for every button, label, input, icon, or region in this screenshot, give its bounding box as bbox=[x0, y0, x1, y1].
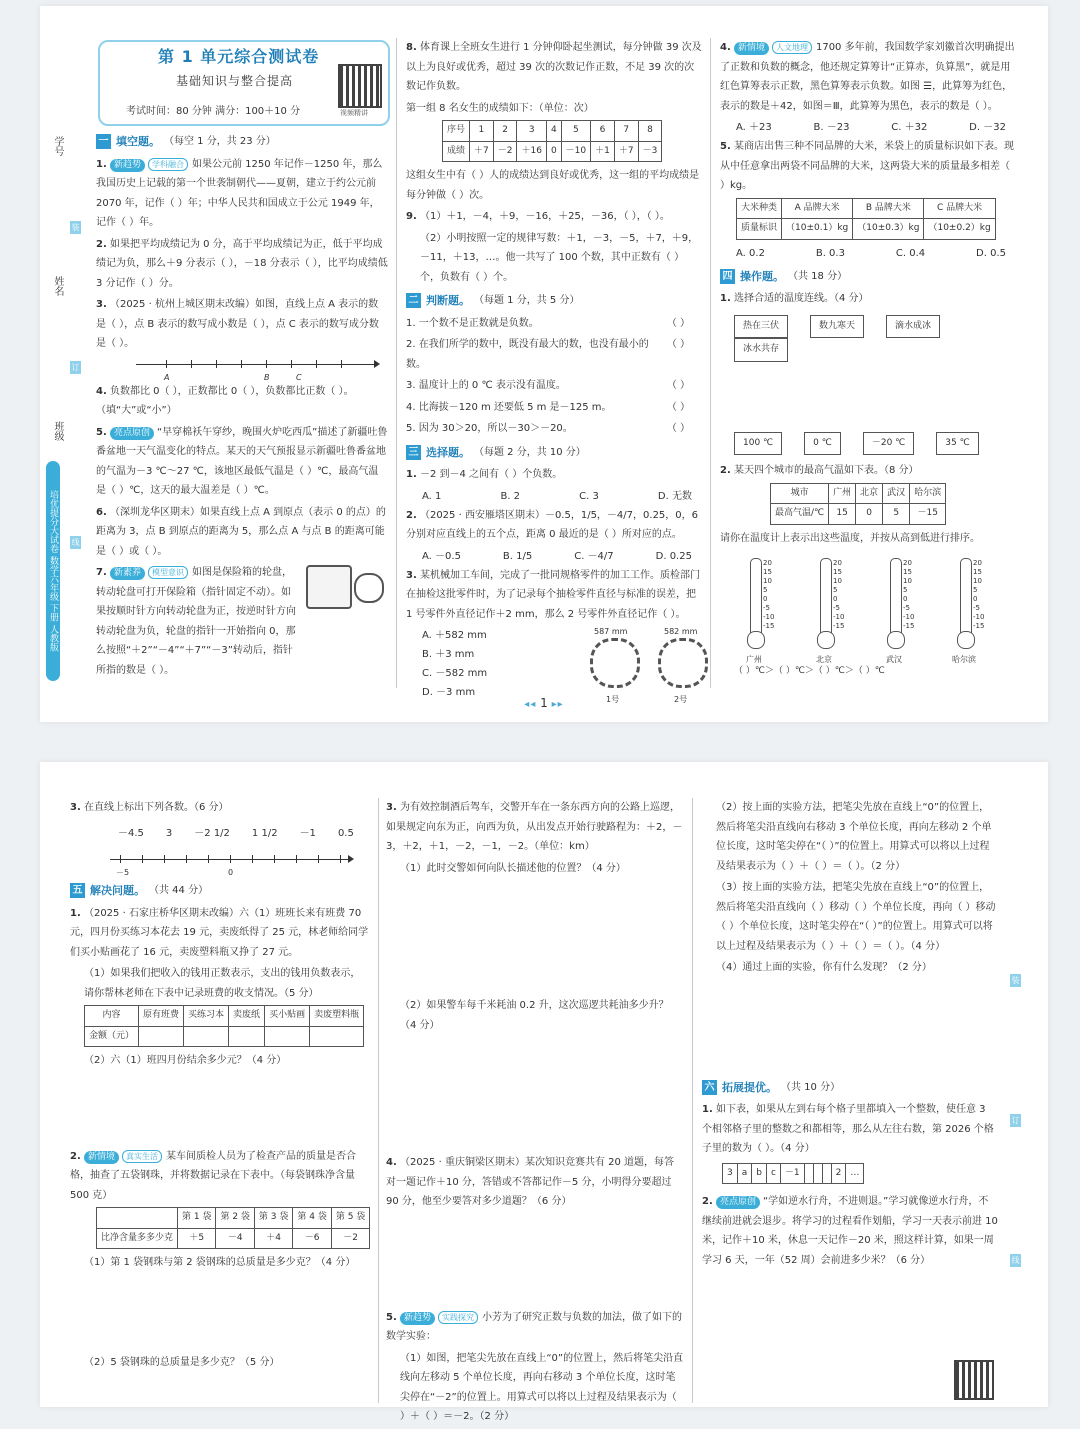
grid-cell: 3 bbox=[723, 1163, 738, 1184]
answer-paren[interactable]: （ ） bbox=[666, 380, 690, 391]
table-header-cell: 1 bbox=[470, 121, 494, 142]
question-text: 请你在温度计上表示出这些温度，并按从高到低进行排序。 bbox=[720, 532, 980, 544]
question-text: 某商店出售三种不同品牌的大米，米袋上的质量标识如下表。现从中任意拿出两袋不同品牌的大米，这两袋大米的质量最多相差（ ）kg。 bbox=[720, 141, 1014, 191]
column-2 bbox=[406, 38, 702, 706]
page-title: 第 1 单元综合测试卷 bbox=[158, 47, 320, 66]
column-divider bbox=[710, 38, 711, 688]
section-note: （共 18 分） bbox=[788, 270, 848, 282]
option: B. －23 bbox=[813, 122, 850, 133]
qr-label: 视频精讲 bbox=[340, 109, 368, 117]
option: A. ＋23 bbox=[736, 122, 772, 133]
question-tag: 亮点原创 bbox=[716, 1196, 760, 1209]
section-number: 四 bbox=[720, 269, 735, 284]
section-name: 拓展提优。 bbox=[722, 1080, 777, 1094]
section-note: （每题 1 分，共 5 分） bbox=[474, 295, 580, 306]
grid-cell bbox=[804, 1163, 813, 1184]
column-divider bbox=[396, 38, 397, 688]
section-number: 三 bbox=[406, 445, 421, 460]
grid-cell: 2 bbox=[831, 1163, 846, 1184]
table-cell bbox=[310, 1026, 364, 1047]
table-cell: ＋1 bbox=[591, 141, 615, 162]
gear-2-size: 582 mm bbox=[664, 627, 698, 636]
table-header-cell: 第 1 袋 bbox=[178, 1208, 216, 1229]
table-header-cell: 7 bbox=[614, 121, 638, 142]
option: B. ＋3 mm bbox=[422, 649, 475, 660]
thermometer-icon: 20 15 10 5 0 -5 -10 -15 bbox=[890, 558, 902, 640]
operation-2: 2. 某天四个城市的最高气温如下表。（8 分） bbox=[720, 465, 919, 476]
table-header-cell: 北京 bbox=[856, 483, 883, 504]
judge-text: 4. 比海拔－120 m 还要低 5 m 是－125 m。 bbox=[406, 401, 612, 413]
question-text: “学如逆水行舟，不进则退。”学习就像逆水行舟，不继续前进就会退步。将学习的过程看作划船，学习一天表示前进 10 米，记作＋10 米，休息一天记作－20 米，照这样计算，如果一周学习 6 天，一年（52 周）会前进多少米？（6 分） bbox=[702, 1196, 998, 1266]
table-header-cell: 第 3 袋 bbox=[254, 1208, 292, 1229]
question-text: 负数都比 0（ ），正数都比 0（ ），负数都比正数（ ）。（填“大”或“小”） bbox=[96, 385, 354, 416]
question-subtag: 真实生活 bbox=[122, 1150, 162, 1163]
p2-column-1 bbox=[70, 798, 370, 1374]
problem-4: 4. （2025 · 重庆铜梁区期末）某次知识竞赛共有 20 道题，每答对一题记作＋10 分，答错或不答都记作－5 分，小明得分要超过 90 分，他至少要答对多少道题？（6 分） bbox=[386, 1157, 675, 1207]
page-number bbox=[40, 696, 1048, 710]
question-1: 1. 新趋势 学科融合 如果公元前 1250 年记作－1250 年，那么我国历史上记载的第一个世袭制朝代——夏朝，建立于约公元前 2070 年，记作（ ）年；中华人民共和国成立于公元 1949 年，记作（ ）年。 bbox=[96, 158, 383, 228]
option: A. 1 bbox=[422, 490, 442, 502]
option: C. 3 bbox=[579, 490, 599, 502]
question-tag: 新趋势 bbox=[400, 1312, 435, 1325]
section-name: 解决问题。 bbox=[90, 884, 145, 897]
column-3 bbox=[720, 38, 1016, 684]
extension-1: 1. 如下表，如果从左到右每个格子里都填入一个整数，使任意 3 个相邻格子里的整数之和都相等，那么从左往右数，第 2026 个格子里的数为（ ）。（4 分） bbox=[702, 1104, 994, 1154]
question-text: 某车间质检人员为了检查产品的质量是否合格，抽查了五袋钢珠，并将数据记录在下表中。（每袋钢珠净含量 500 克） bbox=[70, 1150, 356, 1201]
answer-paren[interactable]: （ ） bbox=[666, 317, 690, 329]
grid-cell: a bbox=[737, 1163, 752, 1184]
question-tag: 新素养 bbox=[110, 567, 145, 580]
question-text: （2025 · 西安雁塔区期末）－0.5，1/5，－4/7，0.25，0，6 分别对应直线上的五个点，距离 0 最近的是（ ）所对应的点。 bbox=[406, 509, 699, 540]
option: D. 0.25 bbox=[655, 550, 692, 562]
exam-page-2 bbox=[40, 762, 1048, 1422]
question-subtext: 第一组 8 名女生的成绩如下：（单位：次） bbox=[406, 102, 594, 114]
grid-cell: … bbox=[846, 1163, 864, 1184]
thermometer-icon: 20 15 10 5 0 -5 -10 -15 bbox=[960, 558, 972, 640]
table-header-cell: 4 bbox=[546, 121, 561, 142]
question-6: 6. （深圳龙华区期末）如果直线上点 A 到原点（表示 0 的点）的距离为 3，点 B 到原点的距离为 5，那么点 A 与点 B 的距离可能是（ ）或（ ）。 bbox=[96, 506, 386, 557]
table-cell: 15 bbox=[829, 504, 856, 525]
exam-page-1 bbox=[40, 6, 1048, 722]
question-text: 如图是保险箱的轮盘，转动轮盘可打开保险箱（指针固定不动）。如果按顺时针方向转动轮盘为正，按逆时针方向转动轮盘为负，轮盘的指针一开始指向 0，那么按照“＋2”“－4”“＋7”“－3”转动后，指针所指的数是（ ）。 bbox=[96, 567, 296, 676]
tick-label: 0 bbox=[228, 868, 234, 877]
question-subtag: 模型意识 bbox=[148, 566, 188, 579]
table-cell: ＋4 bbox=[254, 1228, 292, 1249]
choice-3: 3. 某机械加工车间，完成了一批同规格零件的加工工作。质检部门在抽检这批零件时，为了记录每个抽检零件直径与标准的误差，把 1 号零件外直径记作＋2 mm，那么 2 号零件外直径记作（ ）。 bbox=[406, 569, 700, 620]
question-subtag: 实践探究 bbox=[438, 1311, 478, 1324]
number-item: －1 bbox=[299, 827, 316, 839]
table-cell: －10 bbox=[561, 141, 590, 162]
table-cell bbox=[184, 1026, 229, 1047]
section-name: 选择题。 bbox=[426, 445, 470, 459]
question-text: （2）六（1）班四月份结余多少元？（4 分） bbox=[84, 1055, 287, 1066]
section-fill-blank bbox=[96, 132, 388, 152]
table-header-cell: C 品牌大米 bbox=[924, 198, 995, 219]
table-cell bbox=[139, 1026, 184, 1047]
thermometer-icon: 20 15 10 5 0 -5 -10 -15 bbox=[820, 558, 832, 640]
question-text: 如果把平均成绩记为 0 分，高于平均成绩记为正，低于平均成绩记为负，那么＋9 分表示（ ），－18 分表示（ ），比平均成绩低 3 分记作（ ）分。 bbox=[96, 238, 388, 289]
city-label: 北京 bbox=[816, 655, 832, 664]
section-note: （共 10 分） bbox=[781, 1081, 841, 1093]
table-cell: －3 bbox=[638, 141, 662, 162]
answer-paren[interactable]: （ ） bbox=[666, 423, 690, 434]
question-text: （1）＋1，－4，＋9，－16，＋25，－36，（ ），（ ）。 bbox=[419, 211, 670, 222]
margin-marker: 装 bbox=[71, 223, 80, 232]
margin-marker: 订 bbox=[1011, 1116, 1020, 1125]
choice-3-area bbox=[406, 626, 702, 706]
extension-2: 2. 亮点原创 “学如逆水行舟，不进则退。”学习就像逆水行舟，不继续前进就会退步。将学习的过程看作划船，学习一天表示前进 10 米，记作＋10 米，休息一天记作－20 米，照这样计算，如果一周学习 6 天，一年（52 周）会前进多少米？（6 分） bbox=[702, 1196, 998, 1266]
question-text: （2025 · 重庆铜梁区期末）某次知识竞赛共有 20 道题，每答对一题记作＋10 分，答错或不答都记作－5 分，小明得分要超过 90 分，他至少要答对多少道题？（6 分） bbox=[386, 1157, 675, 1207]
table-cell: 质量标识 bbox=[737, 219, 782, 240]
answer-paren[interactable]: （ ） bbox=[666, 401, 690, 413]
column-divider bbox=[692, 798, 693, 1403]
grid-cell bbox=[822, 1163, 831, 1184]
table-cell: ＋5 bbox=[178, 1228, 216, 1249]
table-cell: （10±0.3）kg bbox=[853, 219, 924, 240]
thermometer-icon: 20 15 10 5 0 -5 -10 -15 bbox=[750, 558, 762, 640]
question-tag: 新情境 bbox=[84, 1151, 119, 1164]
option: D. 无数 bbox=[657, 490, 692, 502]
p2-column-2 bbox=[386, 798, 684, 1429]
class-label: 班级 bbox=[52, 421, 63, 441]
number-line-q3 bbox=[96, 356, 388, 382]
table-header-cell: 第 4 袋 bbox=[293, 1208, 331, 1229]
option: C. －582 mm bbox=[422, 668, 488, 679]
question-text: （深圳龙华区期末）如果直线上点 A 到原点（表示 0 的点）的距离为 3，点 B 到原点的距离为 5，那么点 A 与点 B 的距离可能是（ ）或（ ）。 bbox=[96, 506, 386, 557]
choice-5: 5. 某商店出售三种不同品牌的大米，米袋上的质量标识如下表。现从中任意拿出两袋不同品牌的大米，这两袋大米的质量最多相差（ ）kg。 bbox=[720, 141, 1014, 191]
question-text: 选择合适的温度连线。（4 分） bbox=[733, 293, 869, 304]
question-9: 9. （1）＋1，－4，＋9，－16，＋25，－36，（ ），（ ）。 bbox=[406, 211, 670, 222]
question-text: “早穿棉袄午穿纱，晚围火炉吃西瓜”描述了新疆吐鲁番盆地一天气温变化的特点。某天的天气预报显示新疆吐鲁番盆地的气温为－3 ℃～27 ℃，该地区最低气温是（ ）℃，最高气温是（ ）℃，这天的最大温差是（ ）℃。 bbox=[96, 426, 388, 496]
question-8: 8. 体育课上全班女生进行 1 分钟仰卧起坐测试，每分钟做 39 次及以上为良好或优秀，超过 39 次的次数记作正数，不足 39 次的次数记作负数。 bbox=[406, 42, 702, 92]
prev-arrows-icon: ◂◂ bbox=[524, 699, 537, 710]
judge-item bbox=[406, 314, 702, 334]
answer-paren[interactable]: （ ） bbox=[666, 339, 690, 350]
option: D. 0.5 bbox=[976, 247, 1006, 259]
judge-item bbox=[406, 398, 702, 418]
safe-icon bbox=[306, 565, 352, 609]
question-2: 2. 如果把平均成绩记为 0 分，高于平均成绩记为正，低于平均成绩记为负，那么＋9 分表示（ ），－18 分表示（ ），比平均成绩低 3 分记作（ ）分。 bbox=[96, 238, 388, 289]
city-label: 广州 bbox=[746, 655, 762, 664]
question-subtag: 学科融合 bbox=[148, 158, 188, 171]
thermometers bbox=[720, 550, 1016, 662]
question-text: （3）按上面的实验方法，把笔尖先放在直线上“0”的位置上，然后将笔尖沿直线向（ ）移动（ ）个单位长度，再向（ ）移动（ ）个单位长度，这时笔尖停在“（ ）”的位置上。用算式可以将以上过程及结果表示为（ ）＋（ ）＝（ ）。（4 分） bbox=[716, 882, 996, 952]
grid-cell bbox=[813, 1163, 822, 1184]
qr-code-icon[interactable] bbox=[954, 1360, 994, 1400]
judge-list bbox=[406, 314, 702, 439]
question-text: （2）按上面的实验方法，把笔尖先放在直线上“0”的位置上，然后将笔尖沿直线向右移动 3 个单位长度，再向左移动 2 个单位长度，这时笔尖停在“（ ）”的位置上。用算式可以将以上过程及结果表示为（ ）＋（ ）＝（ ）。（2 分） bbox=[716, 802, 992, 872]
table-cell: （10±0.1）kg bbox=[782, 219, 853, 240]
side-strip bbox=[40, 6, 88, 722]
judge-item bbox=[406, 419, 702, 439]
table-header-cell: 5 bbox=[561, 121, 590, 142]
table-header-cell: 买练习本 bbox=[184, 1006, 229, 1027]
margin-marker: 线 bbox=[71, 538, 80, 547]
choice-5-options bbox=[720, 244, 1016, 263]
table-cell: －2 bbox=[331, 1228, 369, 1249]
rice-table bbox=[736, 198, 996, 240]
table-cell: －15 bbox=[910, 504, 946, 525]
table-header-cell: 第 5 袋 bbox=[331, 1208, 369, 1229]
table-cell: －6 bbox=[293, 1228, 331, 1249]
judge-text: 3. 温度计上的 0 ℃ 表示没有温度。 bbox=[406, 380, 566, 391]
number-item: 3 bbox=[165, 827, 173, 839]
table-header-cell: 卖废塑料瓶 bbox=[310, 1006, 364, 1027]
exam-info: 考试时间：80 分钟 满分：100＋10 分 bbox=[126, 106, 301, 117]
question-text: 这组女生中有（ ）人的成绩达到良好或优秀，这一组的平均成绩是每分钟做（ ）次。 bbox=[406, 170, 700, 201]
option: D. －32 bbox=[969, 122, 1006, 133]
class-fund-table bbox=[84, 1005, 364, 1047]
phrase-box: 热在三伏 bbox=[734, 315, 788, 339]
option: A. 0.2 bbox=[736, 247, 765, 259]
gear-icon bbox=[590, 638, 640, 688]
choice-1: 1. －2 到－4 之间有（ ）个负数。 bbox=[406, 469, 563, 480]
table-cell: 0 bbox=[856, 504, 883, 525]
section-extension bbox=[702, 1078, 998, 1098]
option: C. 0.4 bbox=[895, 247, 926, 259]
table-header-cell: 城市 bbox=[771, 483, 829, 504]
number-line-blank bbox=[70, 851, 370, 877]
page-number-text: 1 bbox=[540, 696, 548, 710]
table-header-cell: 序号 bbox=[443, 121, 470, 142]
city-label: 武汉 bbox=[886, 655, 902, 664]
student-no-label: 学号 bbox=[52, 136, 63, 156]
phrase-box: 冰水共存 bbox=[734, 338, 788, 362]
question-text: 1700 多年前，我国数学家刘徽首次明确提出了正数和负数的概念，他还规定算筹计“正算赤，负算黑”，就是用红色算筹表示正数，黑色算筹表示负数。如图 ☰，此算筹为红色，表示的数是＋42，如图＝Ⅲ，此算筹为黑色，表示的数是（ ）。 bbox=[720, 42, 1015, 112]
section-name: 填空题。 bbox=[116, 135, 160, 148]
question-text: （4）通过上面的实验，你有什么发现？（2 分） bbox=[716, 962, 932, 973]
question-text: －2 到－4 之间有（ ）个负数。 bbox=[419, 469, 563, 480]
temperature-order: （ ）℃＞（ ）℃＞（ ）℃＞（ ）℃ bbox=[734, 666, 885, 676]
option: C. －4/7 bbox=[574, 550, 614, 562]
question-text: 某天四个城市的最高气温如下表。（8 分） bbox=[733, 465, 919, 476]
table-header-cell: 原有班费 bbox=[139, 1006, 184, 1027]
numbers-to-mark bbox=[70, 824, 370, 844]
judge-item bbox=[406, 335, 702, 374]
table-header-cell: 内容 bbox=[85, 1006, 139, 1027]
table-cell: ＋7 bbox=[470, 141, 494, 162]
number-item: 0.5 bbox=[337, 827, 354, 839]
problem-5: 5. 新趋势 实践探究 小芳为了研究正数与负数的加法，做了如下的数学实验： bbox=[386, 1311, 682, 1342]
question-text: （1）此时交警如何向队长描述他的位置？（4 分） bbox=[400, 862, 626, 874]
section-name: 操作题。 bbox=[740, 269, 784, 283]
margin-marker: 线 bbox=[1011, 1256, 1020, 1265]
question-text: 在直线上标出下列各数。（6 分） bbox=[83, 802, 229, 813]
gear-2-label: 2号 bbox=[674, 695, 688, 704]
table-header-cell: B 品牌大米 bbox=[853, 198, 924, 219]
judge-item bbox=[406, 376, 702, 396]
section-note: （每空 1 分，共 23 分） bbox=[164, 136, 276, 147]
question-text: （2）如果警车每千米耗油 0.2 升，这次巡逻共耗油多少升？（4 分） bbox=[400, 1000, 669, 1031]
problem-1: 1. （2025 · 石家庄桥华区期末改编）六（1）班班长来有班费 70 元，四月份买练习本花去 19 元，卖废纸得了 25 元，林老师给同学们买小贴画花了 16 元，卖废塑料瓶又挣了 27 元。 bbox=[70, 907, 369, 958]
table-header-cell bbox=[97, 1208, 178, 1229]
section-name: 判断题。 bbox=[426, 294, 470, 307]
temperature-box: －20 ℃ bbox=[863, 432, 914, 456]
point-label-a: A bbox=[164, 372, 170, 382]
temperature-box: 35 ℃ bbox=[936, 432, 978, 456]
choice-2-options bbox=[406, 547, 702, 566]
table-cell: 最高气温/℃ bbox=[771, 504, 829, 525]
dial-icon bbox=[354, 573, 384, 603]
question-3: 3. （2025 · 杭州上城区期末改编）如图，直线上点 A 表示的数是（ ），点 B 表示的数写成小数是（ ），点 C 表示的数写成分数是（ ）。 bbox=[96, 299, 379, 349]
table-header-cell: 哈尔滨 bbox=[910, 483, 946, 504]
table-header-cell: 大米种类 bbox=[737, 198, 782, 219]
next-arrows-icon: ▸▸ bbox=[551, 699, 564, 710]
city-temp-table bbox=[770, 483, 946, 525]
name-label: 姓名 bbox=[52, 276, 63, 296]
temperature-box: 0 ℃ bbox=[804, 432, 841, 456]
phrase-box: 数九寒天 bbox=[810, 315, 864, 339]
choice-4-options bbox=[720, 118, 1016, 137]
section-number: 二 bbox=[406, 293, 421, 308]
question-text: 某机械加工车间，完成了一批同规格零件的加工工作。质检部门在抽检这批零件时，为了记录每个抽检零件直径与标准的误差，把 1 号零件外直径记作＋2 mm，那么 2 号零件外直径记作（ ）。 bbox=[406, 569, 700, 620]
question-text: （1）如果我们把收入的钱用正数表示，支出的钱用负数表示，请你帮林老师在下表中记录班费的收支情况。（5 分） bbox=[84, 968, 361, 999]
question-text: （1）如图，把笔尖先放在直线上“0”的位置上，然后将笔尖沿直线向左移动 5 个单位长度，再向右移动 3 个单位长度，这时笔尖停在“－2”的位置上。用算式可以将以上过程及结果表示为（ ）＋（ ）＝－2。（2 分） bbox=[400, 1352, 684, 1422]
option: A. －0.5 bbox=[422, 550, 461, 562]
table-cell: （10±0.2）kg bbox=[924, 219, 995, 240]
table-cell: ＋16 bbox=[517, 141, 546, 162]
margin-marker: 装 bbox=[1011, 976, 1020, 985]
choice-2: 2. （2025 · 西安雁塔区期末）－0.5，1/5，－4/7，0.25，0，6 分别对应直线上的五个点，距离 0 最近的是（ ）所对应的点。 bbox=[406, 509, 699, 540]
phrase-box: 滴水成冰 bbox=[886, 315, 940, 339]
table-header-cell: 3 bbox=[517, 121, 546, 142]
question-text: 为有效控制酒后驾车，交警开车在一条东西方向的公路上巡逻，如果规定向东为正，向西为负，从出发点开始行驶路程为：＋2，－3，＋2，＋1，－2，－1，－2。（单位：km） bbox=[386, 802, 683, 852]
question-tag: 新情境 bbox=[734, 42, 769, 55]
choice-1-options bbox=[406, 487, 702, 506]
question-text: 小芳为了研究正数与负数的加法，做了如下的数学实验： bbox=[386, 1311, 682, 1342]
section-judge bbox=[406, 291, 702, 311]
question-5: 5. 亮点原创 “早穿棉袄午穿纱，晚围火炉吃西瓜”描述了新疆吐鲁番盆地一天气温变化的特点。某天的天气预报显示新疆吐鲁番盆地的气温为－3 ℃～27 ℃，该地区最低气温是（ ）℃，最高气温是（ ）℃，这天的最大温差是（ ）℃。 bbox=[96, 426, 388, 496]
table-cell: －2 bbox=[493, 141, 517, 162]
page-subtitle: 基础知识与整合提高 bbox=[176, 74, 294, 88]
question-text: （2025 · 石家庄桥华区期末改编）六（1）班班长来有班费 70 元，四月份买练习本花去 19 元，卖废纸得了 25 元，林老师给同学们买小贴画花了 16 元，卖废塑料瓶又挣了 27 元。 bbox=[70, 907, 369, 958]
table-cell: 金额（元） bbox=[85, 1026, 139, 1047]
table-header-cell: 广州 bbox=[829, 483, 856, 504]
section-number: 一 bbox=[96, 134, 111, 149]
choice-3-options bbox=[422, 626, 487, 702]
book-title-bar: 培优提分大试卷 数学六年级 下册 人教版 bbox=[46, 461, 60, 681]
p2-column-3 bbox=[702, 798, 998, 1272]
point-label-c: C bbox=[296, 372, 302, 382]
steel-ball-table bbox=[96, 1207, 370, 1249]
table-header-cell: 第 2 袋 bbox=[216, 1208, 254, 1229]
grid-cell: c bbox=[766, 1163, 780, 1184]
judge-text: 2. 在我们所学的数中，既没有最大的数，也没有最小的数。 bbox=[406, 339, 649, 370]
operation-1: 1. 选择合适的温度连线。（4 分） bbox=[720, 293, 869, 304]
choice-4: 4. 新情境 人文地理 1700 多年前，我国数学家刘徽首次明确提出了正数和负数的概念，他还规定算筹计“正算赤，负算黑”，就是用红色算筹表示正数，黑色算筹表示负数。如图 ☰，此算筹为红色，表示的数是＋42，如图＝Ⅲ，此算筹为黑色，表示的数是（ ）。 bbox=[720, 42, 1015, 112]
matching-bottom-row bbox=[720, 432, 1016, 456]
city-label: 哈尔滨 bbox=[952, 655, 976, 664]
margin-marker: 订 bbox=[71, 363, 80, 372]
section-note: （每题 2 分，共 10 分） bbox=[474, 446, 586, 458]
qr-code-icon[interactable] bbox=[338, 64, 382, 108]
number-item: －2 1/2 bbox=[194, 827, 230, 839]
question-tag: 亮点原创 bbox=[110, 427, 154, 440]
question-text: （2025 · 杭州上城区期末改编）如图，直线上点 A 表示的数是（ ），点 B 表示的数写成小数是（ ），点 C 表示的数写成分数是（ ）。 bbox=[96, 299, 379, 349]
point-label-b: B bbox=[264, 372, 270, 382]
number-item: 1 1/2 bbox=[251, 827, 278, 839]
question-text: 如果公元前 1250 年记作－1250 年，那么我国历史上记载的第一个世袭制朝代——夏朝，建立于约公元前 2070 年，记作（ ）年；中华人民共和国成立于公元 1949 年，记作（ ）年。 bbox=[96, 158, 383, 228]
question-subtag: 人文地理 bbox=[772, 41, 812, 54]
problem-3: 3. 为有效控制酒后驾车，交警开车在一条东西方向的公路上巡逻，如果规定向东为正，向西为负，从出发点开始行驶路程为：＋2，－3，＋2，＋1，－2，－1，－2。（单位：km） bbox=[386, 802, 683, 852]
table-header-cell: 2 bbox=[493, 121, 517, 142]
column-divider bbox=[378, 798, 379, 1403]
question-text: 如下表，如果从左到右每个格子里都填入一个整数，使任意 3 个相邻格子里的整数之和都相等，那么从左往右数，第 2026 个格子里的数为（ ）。（4 分） bbox=[702, 1104, 994, 1154]
scores-table bbox=[442, 120, 662, 162]
section-number: 五 bbox=[70, 883, 85, 898]
question-text: 体育课上全班女生进行 1 分钟仰卧起坐测试，每分钟做 39 次及以上为良好或优秀，超过 39 次的次数记作正数，不足 39 次的次数记作负数。 bbox=[406, 42, 702, 92]
section-number: 六 bbox=[702, 1080, 717, 1095]
grid-cell: －1 bbox=[780, 1163, 804, 1184]
section-operation bbox=[720, 267, 1016, 287]
table-cell: 0 bbox=[546, 141, 561, 162]
table-header-cell: 8 bbox=[638, 121, 662, 142]
gear-1-size: 587 mm bbox=[594, 627, 628, 636]
table-cell: －4 bbox=[216, 1228, 254, 1249]
table-header-cell: 武汉 bbox=[883, 483, 910, 504]
grid-cells-table bbox=[722, 1163, 864, 1185]
table-cell bbox=[229, 1026, 265, 1047]
table-header-cell: 6 bbox=[591, 121, 615, 142]
problem-2: 2. 新情境 真实生活 某车间质检人员为了检查产品的质量是否合格，抽查了五袋钢珠，并将数据记录在下表中。（每袋钢珠净含量 500 克） bbox=[70, 1150, 356, 1201]
judge-text: 5. 因为 30＞20，所以－30＞－20。 bbox=[406, 423, 573, 434]
question-4: 4. 负数都比 0（ ），正数都比 0（ ），负数都比正数（ ）。（填“大”或“小”） bbox=[96, 385, 354, 416]
table-cell: 比净含量多多少克 bbox=[97, 1228, 178, 1249]
option: B. 2 bbox=[500, 490, 521, 502]
option: B. 0.3 bbox=[815, 247, 845, 259]
question-3: 3. 在直线上标出下列各数。（6 分） bbox=[70, 802, 229, 813]
section-choice bbox=[406, 443, 702, 463]
option: D. －3 mm bbox=[422, 687, 476, 698]
option: A. ＋582 mm bbox=[422, 630, 487, 641]
matching-top-row bbox=[720, 315, 1016, 362]
table-cell: ＋7 bbox=[614, 141, 638, 162]
question-text: （1）第 1 袋钢珠与第 2 袋钢珠的总质量是多少克？（4 分） bbox=[84, 1257, 356, 1268]
tick-label: －5 bbox=[116, 868, 130, 877]
grid-cell: b bbox=[752, 1163, 767, 1184]
column-1 bbox=[96, 128, 388, 682]
table-cell bbox=[265, 1026, 310, 1047]
gear-1-label: 1号 bbox=[606, 695, 620, 704]
question-tag: 新趋势 bbox=[110, 159, 145, 172]
option: B. 1/5 bbox=[502, 550, 533, 562]
question-text: （2）小明按照一定的规律写数：＋1，－3，－5，＋7，＋9，－11，＋13，…。他一共写了 100 个数，其中正数有（ ）个，负数有（ ）个。 bbox=[420, 232, 699, 283]
table-cell: 成绩 bbox=[443, 141, 470, 162]
question-7: 7. 新素养 模型意识 如图是保险箱的轮盘，转动轮盘可打开保险箱（指针固定不动）。如果按顺时针方向转动轮盘为正，按逆时针方向转动轮盘为负，轮盘的指针一开始指向 0，那么按照“＋2”“－4”“＋7”“－3”转动后，指针所指的数是（ ）。 bbox=[96, 563, 388, 680]
temperature-box: 100 ℃ bbox=[734, 432, 782, 456]
table-header-cell: 买小贴画 bbox=[265, 1006, 310, 1027]
gear-icon bbox=[658, 638, 708, 688]
question-text: （2）5 袋钢珠的总质量是多少克？（5 分） bbox=[84, 1356, 280, 1368]
section-solve bbox=[70, 881, 370, 901]
table-header-cell: A 品牌大米 bbox=[782, 198, 853, 219]
table-cell: 5 bbox=[883, 504, 910, 525]
section-note: （共 44 分） bbox=[149, 885, 209, 896]
judge-text: 1. 一个数不是正数就是负数。 bbox=[406, 317, 539, 329]
number-item: －4.5 bbox=[118, 827, 144, 839]
option: C. ＋32 bbox=[891, 122, 928, 133]
table-header-cell: 卖废纸 bbox=[229, 1006, 265, 1027]
